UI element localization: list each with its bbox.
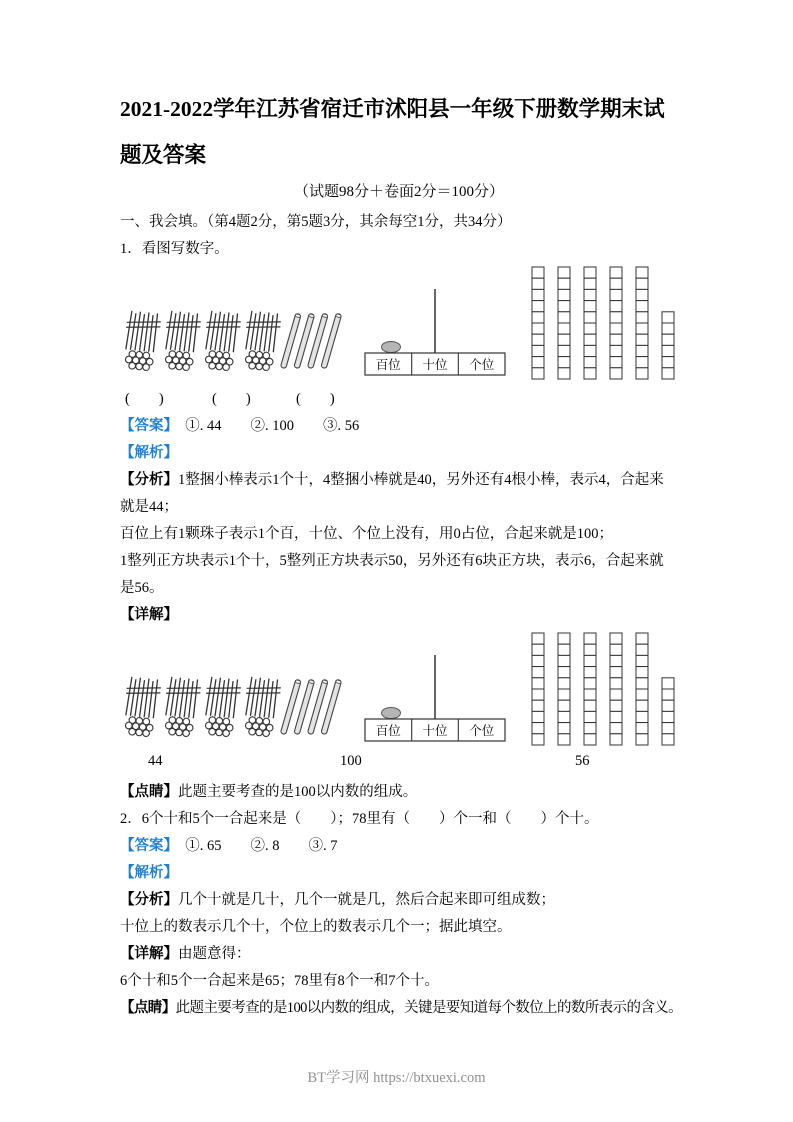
q1-analysis-label: 【分析】 [120, 472, 178, 488]
stick-bundle [122, 310, 162, 371]
place-label: 个位 [469, 358, 495, 372]
q1-answer-label: 【答案】 [120, 418, 171, 434]
q1-figure-answer-1: 44 [148, 753, 163, 769]
q1-analysis-1-text: 1整捆小棒表示1个十，4整捆小棒就是40，另外还有4根小棒，表示4，合起来就是44； [120, 472, 664, 515]
q1-detail-figure [120, 631, 678, 753]
place-label: 十位 [422, 724, 448, 738]
q1-dianjing-line [120, 779, 678, 806]
q2-analysis-label: 【分析】 [120, 892, 178, 908]
q1-analysis-2: 百位上有1颗珠子表示1个百，十位、个位上没有，用0占位，合起来就是100； [120, 526, 613, 542]
stick-bundle [162, 310, 202, 371]
q1-blank-1: ( ) [125, 391, 164, 407]
q2-jiexi-label: 【解析】 [120, 865, 178, 881]
q2-analysis-1 [120, 887, 678, 914]
place-label: 百位 [375, 358, 401, 372]
place-label: 个位 [469, 724, 495, 738]
q1-blank-row [120, 387, 678, 413]
q2-detail-text: 6个十和5个一合起来是65；78里有8个一和7个十。 [120, 973, 439, 989]
q2-stem: 2．6个十和5个一合起来是（ ）；78里有（ ）个一和（ ）个十。 [120, 811, 599, 827]
q1-dianjing-label: 【点睛】 [120, 784, 178, 800]
q2-dianjing-line [120, 995, 683, 1022]
q1-detail-label: 【详解】 [120, 607, 178, 623]
q1-answer-line [120, 413, 678, 440]
place-value-counter [365, 289, 505, 375]
q2-analysis-1-text: 几个十就是几十，几个一就是几，然后合起来即可组成数； [178, 892, 555, 908]
stick-bundle [202, 310, 242, 371]
q2-analysis-2: 十位上的数表示几个十，个位上的数表示几个一；据此填空。 [120, 919, 512, 935]
q2-detail-label: 【详解】 [120, 946, 178, 962]
stick-bundle [202, 676, 242, 737]
q2-jiexi-line [120, 860, 678, 887]
base-ten-blocks [532, 633, 674, 745]
q1-jiexi-line [120, 440, 678, 467]
q2-dianjing-label: 【点睛】 [120, 1000, 176, 1016]
document-title: 2021-2022学年江苏省宿迁市沭阳县一年级下册数学期末试题及答案 [120, 97, 665, 167]
q1-figure-answer-3: 56 [575, 753, 590, 769]
q1-figure-answers-row [120, 753, 678, 779]
q1-analysis-1 [120, 467, 678, 521]
score-note: （试题98分＋卷面2分＝100分） [293, 184, 504, 200]
place-label: 百位 [375, 724, 401, 738]
q1-jiexi-label: 【解析】 [120, 445, 178, 461]
q1-answer-value: ①. 44 ②. 100 ③. 56 [170, 418, 360, 434]
q1-detail-line [120, 602, 678, 629]
q1-blank-3: ( ) [296, 391, 335, 407]
stick-bundle [242, 310, 282, 371]
document-content [120, 86, 683, 1022]
q1-figure [120, 265, 678, 387]
q1-analysis-3: 1整列正方块表示1个十，5整列正方块表示50，另外还有6块正方块，表示6，合起来就是56。 [120, 553, 664, 596]
place-value-counter [365, 655, 505, 741]
q1-figure-answer-2: 100 [340, 753, 362, 769]
base-ten-blocks [532, 267, 674, 379]
q1-stem: 1．看图写数字。 [120, 241, 229, 257]
q2-answer-value: ①. 65 ②. 8 ③. 7 [170, 838, 338, 854]
stick-bundle [162, 676, 202, 737]
q2-dianjing-text: 此题主要考查的是100以内数的组成，关键是要知道每个数位上的数所表示的含义。 [175, 1000, 683, 1016]
stick-bundle [242, 676, 282, 737]
stick-bundle [122, 676, 162, 737]
q1-dianjing-text: 此题主要考查的是100以内数的组成。 [178, 784, 418, 800]
q2-answer-line [120, 833, 678, 860]
q2-answer-label: 【答案】 [120, 838, 171, 854]
q2-detail-line [120, 941, 678, 968]
q2-detail-intro: 由题意得： [178, 946, 251, 962]
site-watermark-link[interactable]: BT学习网 https://btxuexi.com [307, 1070, 486, 1086]
section-1-heading: 一、我会填。（第4题2分，第5题3分，其余每空1分，共34分） [120, 214, 512, 230]
q1-blank-2: ( ) [212, 391, 251, 407]
place-label: 十位 [422, 358, 448, 372]
